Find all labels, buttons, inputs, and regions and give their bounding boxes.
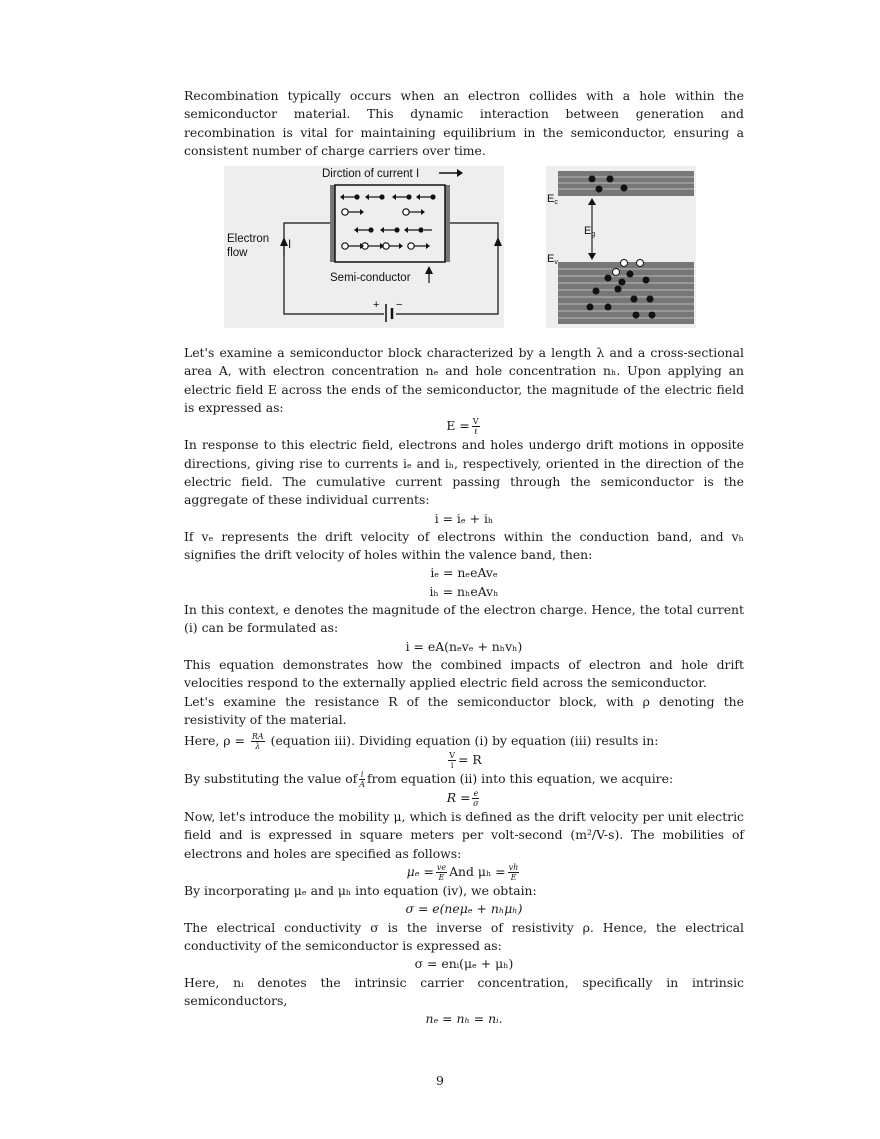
paragraph-drift-velocity: If vₑ represents the drift velocity of electrons within the conduction band, and vₕ signifies the drift velocity of holes within the valence band, then: <box>184 528 744 563</box>
paragraph-resistivity: Here, ρ = $\frac{RA}{\lambda}$ (equation iii). Dividing equation (i) by equation (iii) results in: <box>184 732 659 752</box>
electron-flow-label: Electron <box>227 233 270 246</box>
svg-text:flow: flow <box>227 247 248 260</box>
paragraph-combined-impacts: This equation demonstrates how the combined impacts of electron and hole drift velocities respond to the externally applied electric field across the semiconductor. <box>184 656 744 691</box>
svg-text:I: I <box>288 239 292 252</box>
paragraph-drift-motion: In response to this electric field, electrons and holes undergo drift motions in opposite directions, giving rise to currents iₑ and iₕ, respectively, oriented in the direction of the electric field. The cumulative current passing through the semiconductor is the aggregate of these individual currents: <box>184 437 744 508</box>
semiconductor-label: Semi-conductor <box>330 272 411 285</box>
page-number: 9 <box>436 1073 444 1088</box>
equation-r-over-sigma: R = $\frac{e}{\sigma}$ <box>446 789 479 809</box>
equation-intrinsic-equality: nₑ = nₕ = nᵢ. <box>425 1011 503 1027</box>
equation-electric-field: E = $\frac{V}{\text{ℓ}}$ <box>446 417 479 437</box>
equation-sigma-mobility: σ = e(neμₑ + nₕμₕ) <box>405 901 523 917</box>
paragraph-electron-charge: In this context, e denotes the magnitude of the electron charge. Hence, the total current (i) can be formulated as: <box>184 602 744 636</box>
paragraph-intrinsic-concentration: Here, nᵢ denotes the intrinsic carrier concentration, specifically in intrinsic semiconductors, <box>184 974 744 1008</box>
equation-electron-current: iₑ = nₑeAvₑ <box>430 565 498 581</box>
document-body <box>184 87 744 1028</box>
svg-text:+: + <box>373 299 380 312</box>
equation-total-current: i = iₑ + iₕ <box>434 510 494 526</box>
paragraph-mobility: Now, let's introduce the mobility μ, which is defined as the drift velocity per unit electric field and is expressed in square meters per volt-second (m²/V-s). The mobilities of electrons and holes are specified as follows: <box>184 809 744 861</box>
equation-v-over-i: $\frac{V}{i}$ = R <box>449 751 482 771</box>
paragraph-incorporating: By incorporating μₑ and μₕ into equation (iv), we obtain: <box>184 883 537 899</box>
paragraph-recombination: Recombination typically occurs when an electron collides with a hole within the semiconductor material. This dynamic interaction between generation and recombination is vital for maintaining equilibrium in the semiconductor, ensuring a consistent number of charge carriers over time. <box>184 88 744 158</box>
equation-current-formula: i = eA(nₑvₑ + nₕvₕ) <box>405 638 523 654</box>
ev-label: Ev <box>547 253 558 267</box>
semiconductor-circuit-diagram <box>224 166 504 328</box>
energy-band-diagram <box>546 166 696 328</box>
figures <box>184 166 744 338</box>
paragraph-substituting: By substituting the value of $\frac{i}{A}$ from equation (ii) into this equation, we acquire: <box>184 770 674 790</box>
ec-label: Ec <box>547 193 558 207</box>
eg-label: Eg <box>584 225 596 239</box>
svg-text:−: − <box>396 299 403 312</box>
equation-hole-current: iₕ = nₕeAvₕ <box>429 583 499 599</box>
paragraph-semiconductor-block: Let's examine a semiconductor block characterized by a length λ and a cross-sectional area A, with electron concentration nₑ and hole concentration nₕ. Upon applying an electric field E across the ends of the semiconductor, the magnitude of the electric field is expressed as: <box>184 345 744 416</box>
paragraph-conductivity: The electrical conductivity σ is the inverse of resistivity ρ. Hence, the electrical conductivity of the semiconductor is expressed as: <box>184 919 744 953</box>
current-direction-label: Dirction of current I <box>322 168 420 181</box>
equation-mobilities: μₑ = $\frac{ve}{E}$ And μₕ = $\frac{vh}{E}$ <box>406 863 519 883</box>
equation-intrinsic-conductivity: σ = enᵢ(μₑ + μₕ) <box>414 956 514 972</box>
paragraph-resistance: Let's examine the resistance R of the semiconductor block, with ρ denoting the resistivity of the material. <box>184 693 744 727</box>
